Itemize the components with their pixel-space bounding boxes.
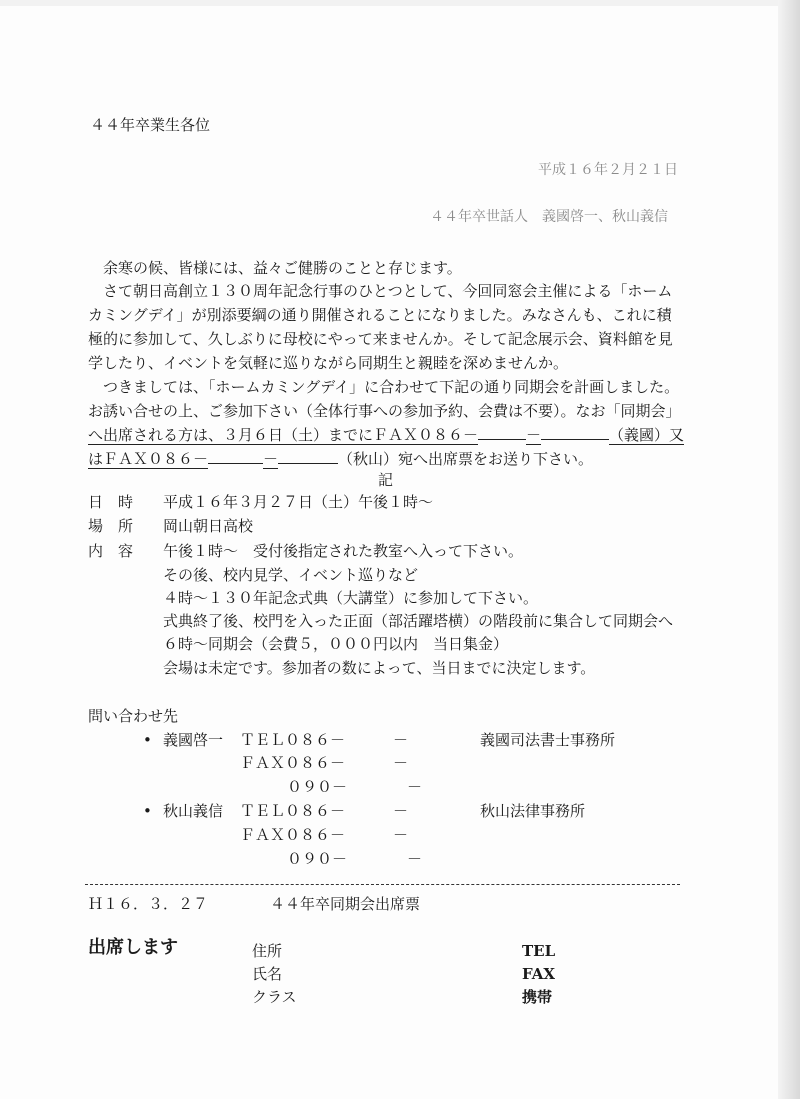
contact-name: 義國啓一 — [163, 731, 224, 749]
body-line: 学したり、イベントを気軽に巡りながら同期生と親睦を深めませんか。 — [88, 354, 569, 372]
place-value: 岡山朝日高校 — [163, 517, 254, 535]
scan-right-edge — [778, 0, 800, 1099]
blank-space — [208, 463, 263, 464]
content-label: 内 容 — [88, 542, 134, 560]
body-line: カミングデイ」が別添要綱の通り開催されることになりました。みなさんも、これに積 — [88, 306, 672, 324]
form-date: Ｈ１６．３．２７ — [88, 895, 209, 913]
bullet: • — [143, 802, 152, 820]
body-tail: （秋山）宛へ出席票をお送り下さい。 — [338, 450, 594, 468]
contact-mobile: ０９０－ — [287, 778, 348, 796]
address-label: 住所 — [252, 942, 283, 960]
dash: － — [393, 802, 409, 820]
contact-fax: ＦＡＸ０８６－ — [240, 754, 346, 772]
attend-label: 出席します — [88, 937, 178, 958]
blank-space — [478, 439, 526, 440]
dash: － — [393, 754, 409, 772]
form-title: ４４年卒同期会出席票 — [270, 895, 421, 913]
cut-line — [85, 884, 680, 885]
fax-deadline: ３月６日（土）までにＦＡＸ０８６－ — [223, 426, 479, 444]
mobile-label: 携帯 — [522, 988, 553, 1006]
class-label: クラス — [252, 988, 297, 1006]
body-tail: （義國）又 — [609, 426, 685, 444]
content-line: その後、校内見学、イベント巡りなど — [163, 566, 419, 584]
blank-space — [278, 463, 338, 464]
tel-label: TEL — [522, 942, 556, 960]
datetime-label: 日 時 — [88, 493, 134, 511]
contact-tel: ＴＥＬ０８６－ — [240, 731, 346, 749]
contact-office: 義國司法書士事務所 — [480, 731, 616, 749]
ki-heading: 記 — [378, 471, 394, 489]
body-prefix: へ出席される方は、 — [88, 426, 224, 444]
contact-mobile: ０９０－ — [287, 850, 348, 868]
body-line: つきましては、「ホームカミングデイ」に合わせて下記の通り同期会を計画しました。 — [103, 378, 680, 396]
body-line: お誘い合せの上、ご参加下さい（全体行事への参加予約、会費は不要）。なお「同期会」 — [88, 402, 681, 420]
contact-office: 秋山法律事務所 — [480, 802, 586, 820]
fax-label: FAX — [522, 965, 556, 983]
name-label: 氏名 — [252, 965, 283, 983]
body-line: 極的に参加して、久しぶりに母校にやって来ませんか。そして記念展示会、資料館を見 — [88, 330, 673, 348]
content-line: 午後１時～ 受付後指定された教室へ入って下さい。 — [163, 542, 524, 560]
datetime-value: 平成１６年３月２７日（土）午後１時～ — [163, 493, 434, 511]
addressee: ４４年卒業生各位 — [90, 116, 211, 134]
dash: － — [393, 826, 409, 844]
senders: ４４年卒世話人 義國啓一、秋山義信 — [430, 209, 668, 225]
bullet: • — [143, 731, 152, 749]
content-line: ４時～１３０年記念式典（大講堂）に参加して下さい。 — [163, 589, 539, 607]
contact-name: 秋山義信 — [163, 802, 224, 820]
dash: － — [526, 426, 542, 444]
blank-space — [541, 439, 609, 440]
content-line: 式典終了後、校門を入った正面（部活躍塔横）の階段前に集合して同期会へ — [163, 612, 674, 630]
content-line: 会場は未定です。参加者の数によって、当日までに決定します。 — [163, 659, 596, 677]
letter-date: 平成１６年２月２１日 — [538, 162, 678, 178]
body-line: さて朝日高創立１３０周年記念行事のひとつとして、今回同窓会主催による「ホーム — [103, 282, 673, 300]
content-line: ６時～同期会（会費５，０００円以内 当日集金） — [163, 635, 509, 653]
fax-number: はＦＡＸ０８６－ — [88, 450, 209, 468]
dash: － — [407, 850, 423, 868]
dash: － — [393, 731, 409, 749]
greeting-line: 余寒の候、皆様には、益々ご健勝のことと存じます。 — [103, 259, 462, 277]
place-label: 場 所 — [88, 517, 134, 535]
body-line-deadline — [88, 424, 684, 446]
dash: － — [263, 450, 279, 468]
scan-top-edge — [0, 0, 800, 6]
contact-fax: ＦＡＸ０８６－ — [240, 826, 346, 844]
body-line-fax — [88, 448, 593, 470]
contact-tel: ＴＥＬ０８６－ — [240, 802, 346, 820]
dash: － — [407, 778, 423, 796]
contact-heading: 問い合わせ先 — [88, 707, 179, 725]
